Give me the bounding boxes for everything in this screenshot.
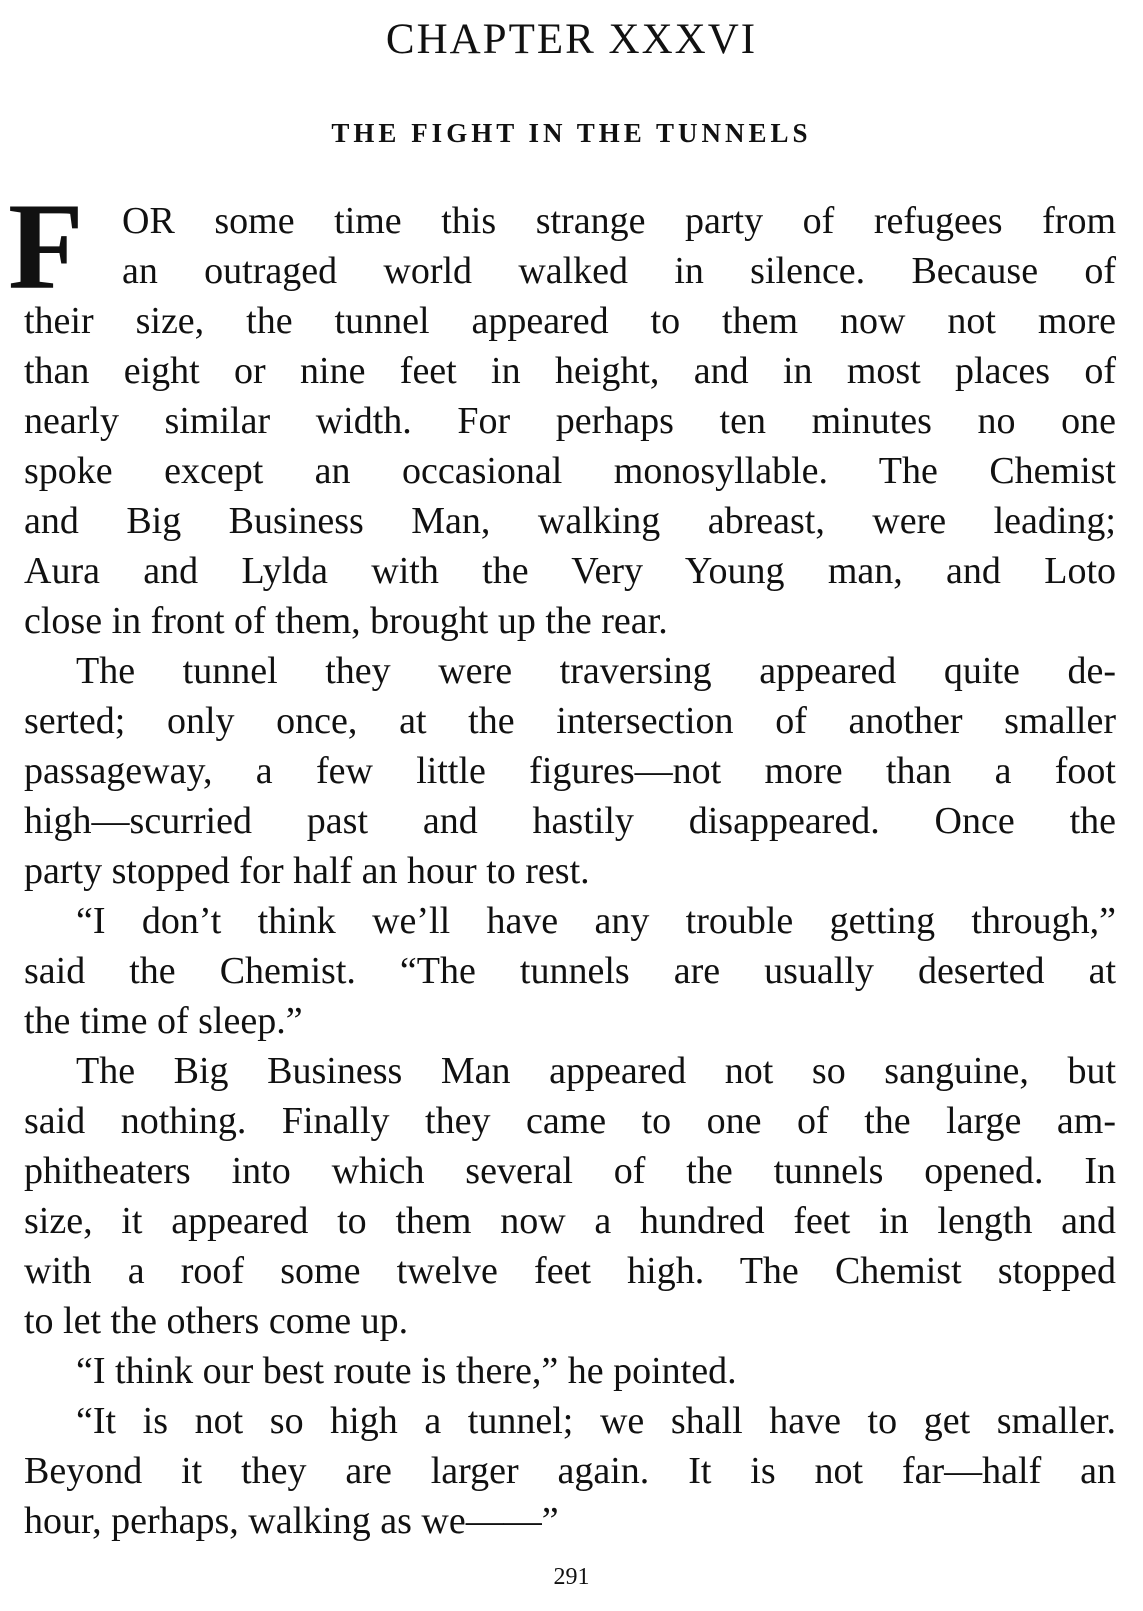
text-line: with a roof some twelve feet high. The Chemist stopped (24, 1250, 1116, 1292)
drop-cap: F (8, 178, 84, 315)
text-line: said the Chemist. “The tunnels are usually deserted at (24, 950, 1116, 992)
chapter-body-text (24, 196, 1116, 1546)
text-line: size, it appeared to them now a hundred feet in length and (24, 1200, 1116, 1242)
chapter-title: THE FIGHT IN THE TUNNELS (331, 118, 812, 148)
page-number: 291 (553, 1564, 590, 1590)
text-line: “I think our best route is there,” he pointed. (76, 1350, 737, 1392)
text-line: The Big Business Man appeared not so sanguine, but (76, 1050, 1116, 1092)
text-line: phitheaters into which several of the tunnels opened. In (24, 1150, 1116, 1192)
text-line: party stopped for half an hour to rest. (24, 850, 590, 892)
text-line: to let the others come up. (24, 1300, 409, 1342)
chapter-number: CHAPTER XXXVI (385, 16, 758, 63)
text-line: serted; only once, at the intersection of another smaller (24, 700, 1116, 742)
text-line: nearly similar width. For perhaps ten minutes no one (24, 400, 1116, 442)
text-line: “It is not so high a tunnel; we shall have to get smaller. (76, 1400, 1116, 1442)
text-line: The tunnel they were traversing appeared quite de- (76, 650, 1116, 692)
text-line: “I don’t think we’ll have any trouble getting through,” (76, 900, 1116, 942)
text-line: their size, the tunnel appeared to them now not more (24, 300, 1116, 342)
text-line: spoke except an occasional monosyllable. The Chemist (24, 450, 1116, 492)
text-line: and Big Business Man, walking abreast, were leading; (24, 500, 1116, 542)
text-line: hour, perhaps, walking as we——” (24, 1500, 559, 1542)
text-line: said nothing. Finally they came to one of the large am- (24, 1100, 1116, 1142)
text-line: high—scurried past and hastily disappeared. Once the (24, 800, 1116, 842)
text-line: passageway, a few little figures—not more than a foot (24, 750, 1116, 792)
text-line: Beyond it they are larger again. It is not far—half an (24, 1450, 1116, 1492)
text-line: Aura and Lylda with the Very Young man, and Loto (24, 550, 1116, 592)
text-line: the time of sleep.” (24, 1000, 303, 1042)
text-line: OR some time this strange party of refugees from (122, 200, 1116, 242)
text-line: close in front of them, brought up the rear. (24, 600, 668, 642)
text-line: an outraged world walked in silence. Because of (122, 250, 1116, 292)
text-line: than eight or nine feet in height, and in most places of (24, 350, 1116, 392)
